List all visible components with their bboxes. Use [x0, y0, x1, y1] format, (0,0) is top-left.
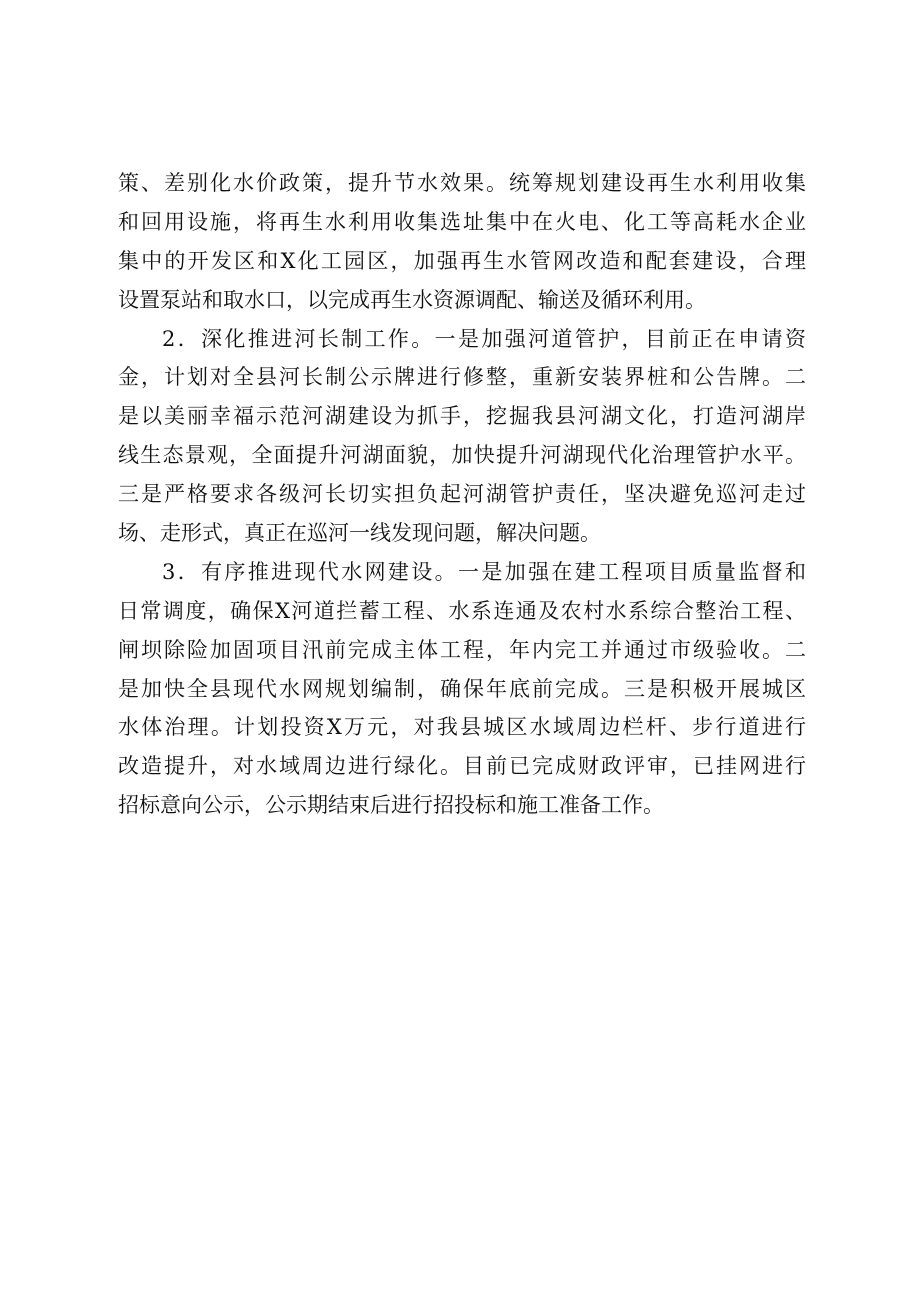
body-text	[118, 164, 806, 825]
text-line: 闸坝除险加固项目汛前完成主体工程，年内完工并通过市级验收。二	[118, 637, 806, 662]
text-line: 是加快全县现代水网规划编制，确保年底前完成。三是积极开展城区	[118, 676, 806, 701]
text-line: 招标意向公示，公示期结束后进行招投标和施工准备工作。	[118, 793, 664, 818]
text-line: 日常调度，确保X河道拦蓄工程、水系连通及农村水系综合整治工程、	[118, 598, 806, 623]
text-line: 3．有序推进现代水网建设。一是加强在建工程项目质量监督和	[162, 559, 806, 584]
text-line: 设置泵站和取水口，以完成再生水资源调配、输送及循环利用。	[118, 287, 706, 312]
text-line: 2．深化推进河长制工作。一是加强河道管护，目前正在申请资	[162, 326, 806, 351]
text-line: 金，计划对全县河长制公示牌进行修整，重新安装界桩和公告牌。二	[118, 365, 806, 390]
text-line: 水体治理。计划投资X万元，对我县城区水域周边栏杆、步行道进行	[118, 715, 806, 740]
text-line: 线生态景观，全面提升河湖面貌，加快提升河湖现代化治理管护水平。	[118, 443, 806, 468]
paragraph-water-network	[118, 553, 806, 825]
text-line: 三是严格要求各级河长切实担负起河湖管护责任，坚决避免巡河走过	[118, 482, 806, 507]
paragraph-river-chief-system	[118, 320, 806, 553]
text-line: 是以美丽幸福示范河湖建设为抓手，挖掘我县河湖文化，打造河湖岸	[118, 404, 806, 429]
text-line: 场、走形式，真正在巡河一线发现问题，解决问题。	[118, 521, 601, 546]
text-line: 集中的开发区和X化工园区，加强再生水管网改造和配套建设，合理	[118, 248, 806, 273]
text-line: 改造提升，对水域周边进行绿化。目前已完成财政评审，已挂网进行	[118, 754, 806, 779]
text-line: 和回用设施，将再生水利用收集选址集中在火电、化工等高耗水企业	[118, 209, 806, 234]
text-line: 策、差别化水价政策，提升节水效果。统筹规划建设再生水利用收集	[118, 171, 806, 195]
paragraph-water-recycling	[118, 164, 806, 320]
